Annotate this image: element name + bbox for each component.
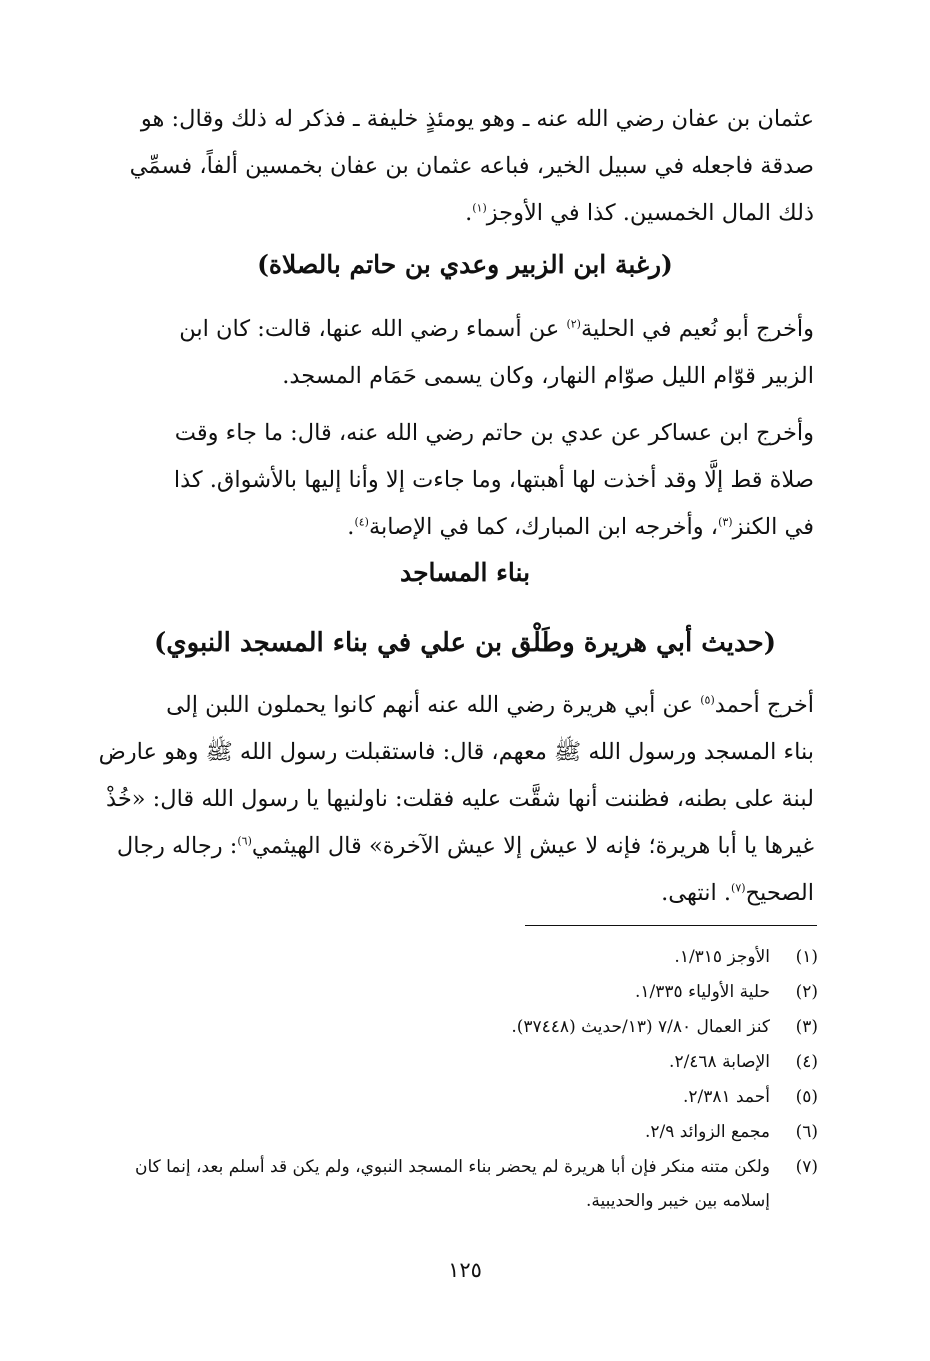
footnote-text: ولكن متنه منكر فإن أبا هريرة لم يحضر بناء المسجد النبوي، ولم يكن قد أسلم بعد، إنما كان إسلامه بين خيبر والحديبية. [134,1157,770,1211]
text-line: بناء المسجد ورسول الله ﷺ معهم، قال: فاستقبلت رسول الله ﷺ وهو عارض [98,739,814,765]
footnote-item [108,1010,818,1045]
footnote-ref[interactable]: (١) [472,201,487,215]
paragraph-uthman-donation [114,96,814,237]
paragraph-abu-hurayra [98,682,814,917]
footnote-text: كنز العمال ٧/٨٠ (١٣/حديث (٣٧٤٤٨). [511,1017,770,1037]
text-line: وأخرج ابن عساكر عن عدي بن حاتم رضي الله عنه، قال: ما جاء وقت [174,420,814,446]
footnote-number: (٣) [795,1017,818,1037]
text-line: أخرج أحمد$^{(٥)}$ عن أبي هريرة رضي الله عنه أنهم كانوا يحملون اللبن إلى [166,692,814,718]
paragraph-adi-ibn-hatim [114,410,814,551]
footnote-number: (١) [795,947,818,967]
footnote-text: الإصابة ٢/٤٦٨. [669,1052,770,1072]
text-line: الصحيح$^{(٧)}$. انتهى. [661,880,814,906]
text-line: صدقة فاجعله في سبيل الخير، فباعه عثمان بن عفان بخمسين ألفاً، فسمِّي [129,153,814,179]
footnote-ref[interactable]: (٤) [354,515,369,529]
footnote-item [108,975,818,1010]
chapter-heading-building-mosques: بناء المساجد [399,558,531,587]
footnote-ref[interactable]: (٥) [700,693,715,707]
footnote-ref[interactable]: (٣) [718,515,733,529]
footnote-number: (٥) [795,1087,818,1107]
footnote-item [108,1045,818,1080]
text-line: ذلك المال الخمسين. كذا في الأوجز$^{(١)}$. [465,200,814,226]
footnote-divider [525,925,817,926]
text-line: الزبير قوّام الليل صوّام النهار، وكان يسمى حَمَام المسجد. [282,363,814,389]
footnote-ref[interactable]: (٢) [566,317,581,331]
text-line: صلاة قط إلَّا وقد أخذت لها أهبتها، وما جاءت إلا وأنا إليها بالأشواق. كذا [173,467,814,493]
text-line: عثمان بن عفان رضي الله عنه ـ وهو يومئذٍ خليفة ـ فذكر له ذلك وقال: هو [140,106,814,132]
section-heading-prophet-mosque: (حديث أبي هريرة وطَلْق بن علي في بناء المسجد النبوي) [153,628,777,658]
footnotes-list [108,940,818,1218]
footnote-ref[interactable]: (٦) [237,834,252,848]
text-line: وأخرج أبو نُعيم في الحلية$^{(٢)}$ عن أسماء رضي الله عنها، قالت: كان ابن [179,316,814,342]
footnote-item [108,1080,818,1115]
footnote-item [108,1150,818,1218]
footnote-number: (٦) [795,1122,818,1142]
footnote-ref[interactable]: (٧) [731,881,746,895]
text-line: في الكنز$^{(٣)}$، وأخرجه ابن المبارك، كما في الإصابة$^{(٤)}$. [347,514,814,540]
section-heading-ibn-zubayr: (رغبة ابن الزبير وعدي بن حاتم بالصلاة) [257,250,673,279]
text-line: لبنة على بطنه، فظننت أنها شقَّت عليه فقلت: ناولنيها يا رسول الله قال: «خُذْ [106,786,814,812]
footnote-item [108,1115,818,1150]
footnote-text: حلية الأولياء ١/٣٣٥. [635,982,770,1002]
footnote-item [108,940,818,975]
footnote-text: أحمد ٢/٣٨١. [682,1087,770,1107]
footnote-number: (٢) [795,982,818,1002]
footnote-number: (٤) [795,1052,818,1072]
paragraph-ibn-zubayr [114,306,814,400]
footnote-text: الأوجز ١/٣١٥. [674,947,770,967]
footnote-text: مجمع الزوائد ٢/٩. [644,1122,770,1142]
footnote-number: (٧) [795,1157,818,1177]
text-line: غيرها يا أبا هريرة؛ فإنه لا عيش إلا عيش الآخرة» قال الهيثمي$^{(٦)}$: رجاله رجال [116,833,814,859]
page-number: ١٢٥ [448,1258,482,1282]
